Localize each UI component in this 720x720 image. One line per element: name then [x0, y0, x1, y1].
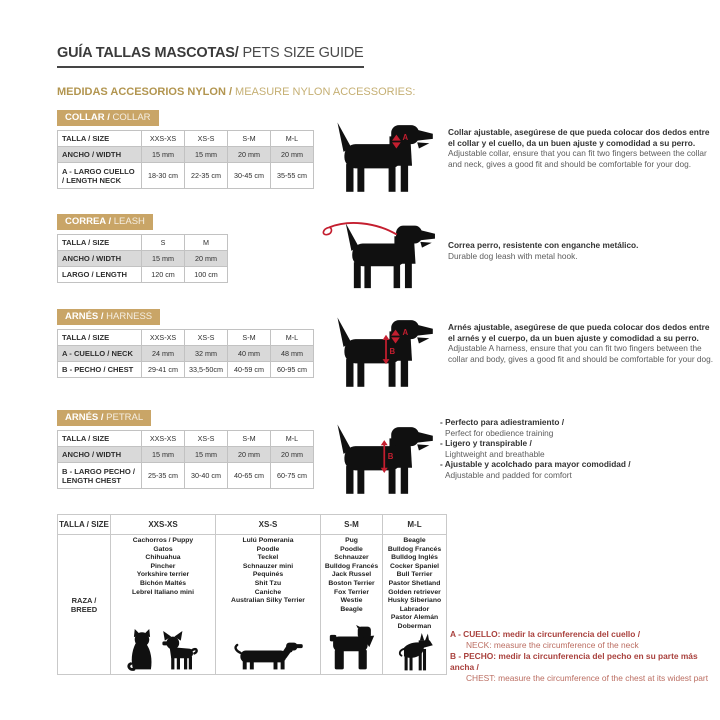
header-cell: S-M [228, 330, 271, 346]
breed-cell-s-m [321, 535, 383, 675]
row-label: B - PECHO / CHEST [58, 362, 142, 378]
row-label: ANCHO / WIDTH [58, 147, 142, 163]
header-cell: M-L [383, 515, 447, 535]
header-cell: S-M [228, 131, 271, 147]
row-label: B - LARGO PECHO / LENGTH CHEST [58, 463, 142, 489]
header-cell: TALLA / SIZE [58, 131, 142, 147]
note-a-es: A - CUELLO: medir la circunferencia del cuello / [450, 629, 641, 639]
harness-badge-es: ARNÉS / [65, 311, 104, 322]
petral-feature-es: - Perfecto para adiestramiento / [440, 417, 565, 427]
header-cell: M-L [271, 131, 314, 147]
header-cell: XXS-XS [142, 330, 185, 346]
leash-desc-en: Durable dog leash with metal hook. [448, 250, 578, 261]
page-title-en: PETS SIZE GUIDE [238, 45, 364, 61]
table-row [58, 131, 314, 147]
collar-dog-figure [334, 118, 438, 203]
row-label: LARGO / LENGTH [58, 267, 142, 283]
table-row [58, 251, 228, 267]
petral-dog-figure [334, 420, 438, 505]
harness-marker-b: B [389, 346, 396, 356]
table-row [58, 447, 314, 463]
breed-row-label: RAZA / BREED [58, 535, 111, 675]
value-cell: 20 mm [185, 251, 228, 267]
value-cell: 15 mm [185, 147, 228, 163]
harness-badge-en: HARNESS [103, 311, 153, 322]
dog-silhouette-leash-icon [318, 220, 440, 293]
row-label: ANCHO / WIDTH [58, 251, 142, 267]
value-cell: 25-35 cm [142, 463, 185, 489]
measuring-notes [450, 629, 718, 684]
header-cell: XS-S [185, 131, 228, 147]
header-cell: TALLA / SIZE [58, 515, 111, 535]
breed-list: Pug Poodle Schnauzer Bulldog Francés Jack Russel Boston Terrier Fox Terrier Westie Beagle [324, 537, 379, 613]
harness-description [448, 322, 716, 364]
row-label: ANCHO / WIDTH [58, 447, 142, 463]
collar-badge-es: COLLAR / [65, 112, 110, 123]
page-title-es: GUÍA TALLAS MASCOTAS/ [57, 45, 239, 61]
chihuahua-silhouette-icon [161, 631, 199, 671]
table-row [58, 431, 314, 447]
table-row [58, 163, 314, 189]
collar-badge-en: COLLAR [109, 112, 151, 123]
petral-feature-en: Lightweight and breathable [445, 448, 545, 459]
note-a-en: NECK: measure the circumference of the neck [466, 640, 639, 650]
value-cell: 60-75 cm [271, 463, 314, 489]
leash-size-table [57, 234, 228, 283]
value-cell: 15 mm [185, 447, 228, 463]
value-cell: 20 mm [271, 447, 314, 463]
breed-table [57, 514, 447, 675]
header-cell: M-L [271, 431, 314, 447]
collar-size-table [57, 130, 314, 189]
header-cell: M [185, 235, 228, 251]
table-row [58, 267, 228, 283]
petral-badge-en: PETRAL [103, 412, 144, 423]
value-cell: 20 mm [228, 447, 271, 463]
value-cell: 32 mm [185, 346, 228, 362]
table-row [58, 535, 447, 675]
petral-feature-en: Perfect for obedience training [445, 427, 554, 438]
harness-desc-es: Arnés ajustable, asegúrese de que pueda colocar dos dedos entre el arnés y el cuerpo, da un buen ajuste y comodidad a su perro. [448, 322, 710, 343]
petral-feature-es: - Ligero y transpirable / [440, 438, 532, 449]
petral-marker-b: B [387, 452, 394, 462]
collar-marker-a: A [402, 132, 409, 142]
breed-cell-xs-s [216, 535, 321, 675]
header-cell: S [142, 235, 185, 251]
note-b-es: B - PECHO: medir la circunferencia del pecho en su parte más ancha / [450, 651, 698, 672]
leash-dog-figure [318, 220, 440, 298]
doberman-silhouette-icon [393, 633, 437, 671]
subtitle-es: MEDIDAS ACCESORIOS NYLON / [57, 86, 232, 98]
header-cell: S-M [228, 431, 271, 447]
value-cell: 20 mm [271, 147, 314, 163]
petral-section-badge [57, 410, 151, 426]
table-row [58, 235, 228, 251]
subtitle-en: MEASURE NYLON ACCESSORIES: [232, 86, 416, 98]
dog-silhouette-harness-icon [334, 313, 438, 393]
collar-description [448, 127, 716, 169]
leash-description [448, 240, 716, 261]
header-cell: XS-S [185, 330, 228, 346]
breed-cell-m-l [383, 535, 447, 675]
page-title [57, 45, 364, 68]
value-cell: 29-41 cm [142, 362, 185, 378]
petral-size-table [57, 430, 314, 489]
harness-desc-en: Adjustable A harness, ensure that you can fit two fingers between the collar and body, gives a good fit and should be comfortable for your dog. [448, 343, 714, 364]
collar-section-badge [57, 110, 159, 126]
value-cell: 40-59 cm [228, 362, 271, 378]
leash-badge-en: LEASH [111, 216, 145, 227]
dog-silhouette-collar-icon [334, 118, 438, 198]
value-cell: 48 mm [271, 346, 314, 362]
petral-feature-en: Adjustable and padded for comfort [445, 469, 572, 480]
leash-desc-es: Correa perro, resistente con enganche metálico. [448, 240, 639, 250]
harness-size-table [57, 329, 314, 378]
table-row [58, 330, 314, 346]
table-row [58, 346, 314, 362]
value-cell: 22-35 cm [185, 163, 228, 189]
value-cell: 18-30 cm [142, 163, 185, 189]
value-cell: 24 mm [142, 346, 185, 362]
value-cell: 120 cm [142, 267, 185, 283]
value-cell: 30-45 cm [228, 163, 271, 189]
harness-marker-a: A [402, 327, 409, 337]
header-cell: XXS-XS [142, 131, 185, 147]
table-row [58, 147, 314, 163]
dog-silhouette-petral-icon [334, 420, 438, 500]
header-cell: XS-S [216, 515, 321, 535]
note-b-en: CHEST: measure the circumference of the chest at its widest part [466, 673, 709, 683]
value-cell: 40-65 cm [228, 463, 271, 489]
page-header [57, 44, 364, 68]
collar-desc-es: Collar ajustable, asegúrese de que pueda colocar dos dedos entre el collar y el cuello, da un buen ajuste y comodidad a su perro. [448, 127, 710, 148]
cat-silhouette-icon [127, 629, 157, 671]
header-cell: S-M [321, 515, 383, 535]
value-cell: 35-55 cm [271, 163, 314, 189]
breed-list: Beagle Bulldog Francés Bulldog Inglés Cocker Spaniel Bull Terrier Pastor Shetland Golden retriever Husky Siberiano Labrador Pastor Alemán Doberman [387, 537, 442, 630]
petral-feature-es: - Ajustable y acolchado para mayor comodidad / [440, 459, 631, 470]
value-cell: 40 mm [228, 346, 271, 362]
table-row [58, 515, 447, 535]
leash-section-badge [57, 214, 153, 230]
value-cell: 15 mm [142, 147, 185, 163]
table-row [58, 362, 314, 378]
page-subtitle [57, 86, 415, 98]
header-cell: XXS-XS [111, 515, 216, 535]
header-cell: M-L [271, 330, 314, 346]
breed-list: Lulú Pomerania Poodle Teckel Schnauzer mini Pequinés Shit Tzu Caniche Australian Silky Terrier [231, 537, 305, 605]
breed-cell-xxs-xs [111, 535, 216, 675]
table-row [58, 463, 314, 489]
value-cell: 33,5-50cm [185, 362, 228, 378]
value-cell: 60-95 cm [271, 362, 314, 378]
value-cell: 15 mm [142, 251, 185, 267]
value-cell: 15 mm [142, 447, 185, 463]
petral-badge-es: ARNÉS / [65, 412, 104, 423]
collar-desc-en: Adjustable collar, ensure that you can fit two fingers between the collar and neck, gives a good fit and should be comfortable for your dog. [448, 148, 707, 169]
value-cell: 30-40 cm [185, 463, 228, 489]
header-cell: TALLA / SIZE [58, 330, 142, 346]
header-cell: TALLA / SIZE [58, 431, 142, 447]
value-cell: 20 mm [228, 147, 271, 163]
schnauzer-silhouette-icon [327, 625, 377, 671]
header-cell: TALLA / SIZE [58, 235, 142, 251]
dachshund-silhouette-icon [229, 641, 307, 671]
harness-section-badge [57, 309, 160, 325]
harness-dog-figure [334, 313, 438, 398]
header-cell: XS-S [185, 431, 228, 447]
row-label: A - CUELLO / NECK [58, 346, 142, 362]
value-cell: 100 cm [185, 267, 228, 283]
breed-list: Cachorros / Puppy Gatos Chihuahua Pincher Yorkshire terrier Bichón Maltés Lebrel Italiano mini [132, 537, 194, 596]
row-label: A - LARGO CUELLO / LENGTH NECK [58, 163, 142, 189]
leash-badge-es: CORREA / [65, 216, 112, 227]
header-cell: XXS-XS [142, 431, 185, 447]
petral-features [440, 417, 718, 481]
